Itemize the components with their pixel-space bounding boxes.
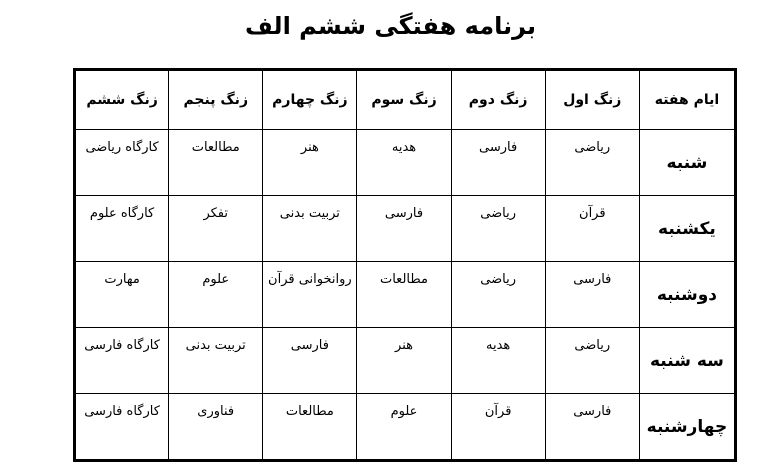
table-cell: کارگاه فارسی [75,328,169,394]
table-cell: تربیت بدنی [169,328,263,394]
table-row [75,328,736,394]
day-cell: چهارشنبه [639,394,735,461]
table-cell: تفکر [169,196,263,262]
day-cell: یکشنبه [639,196,735,262]
header-cell-period-6: زنگ ششم [75,70,169,130]
table-cell: روانخوانی قرآن [263,262,357,328]
table-cell: فارسی [263,328,357,394]
table-cell: قرآن [451,394,545,461]
day-cell: شنبه [639,130,735,196]
table-cell: هنر [263,130,357,196]
header-cell-period-4: زنگ چهارم [263,70,357,130]
table-cell: مطالعات [169,130,263,196]
table-cell: مطالعات [357,262,451,328]
page-title: برنامه هفتگی ششم الف [244,12,537,40]
table-row [75,394,736,461]
table-cell: فارسی [357,196,451,262]
header-row [75,70,736,130]
table-cell: ریاضی [451,262,545,328]
table-cell: هدیه [451,328,545,394]
table-row [75,262,736,328]
table-row [75,130,736,196]
table-cell: مطالعات [263,394,357,461]
day-cell: سه شنبه [639,328,735,394]
table-cell: ریاضی [545,130,639,196]
header-cell-period-2: زنگ دوم [451,70,545,130]
header-cell-period-3: زنگ سوم [357,70,451,130]
table-cell: علوم [357,394,451,461]
table-cell: کارگاه علوم [75,196,169,262]
table-cell: فناوری [169,394,263,461]
table-cell: مهارت [75,262,169,328]
table-cell: هنر [357,328,451,394]
table-cell: ریاضی [545,328,639,394]
table-cell: هدیه [357,130,451,196]
table-cell: فارسی [545,394,639,461]
header-cell-period-1: زنگ اول [545,70,639,130]
table-row [75,196,736,262]
table-cell: کارگاه ریاضی [75,130,169,196]
header-cell-period-5: زنگ پنجم [169,70,263,130]
weekly-schedule-table [73,68,737,462]
day-cell: دوشنبه [639,262,735,328]
header-cell-days: ایام هفته [639,70,735,130]
table-cell: کارگاه فارسی [75,394,169,461]
table-cell: فارسی [545,262,639,328]
table-cell: تربیت بدنی [263,196,357,262]
table-cell: فارسی [451,130,545,196]
table-cell: علوم [169,262,263,328]
table-cell: ریاضی [451,196,545,262]
table-cell: قرآن [545,196,639,262]
